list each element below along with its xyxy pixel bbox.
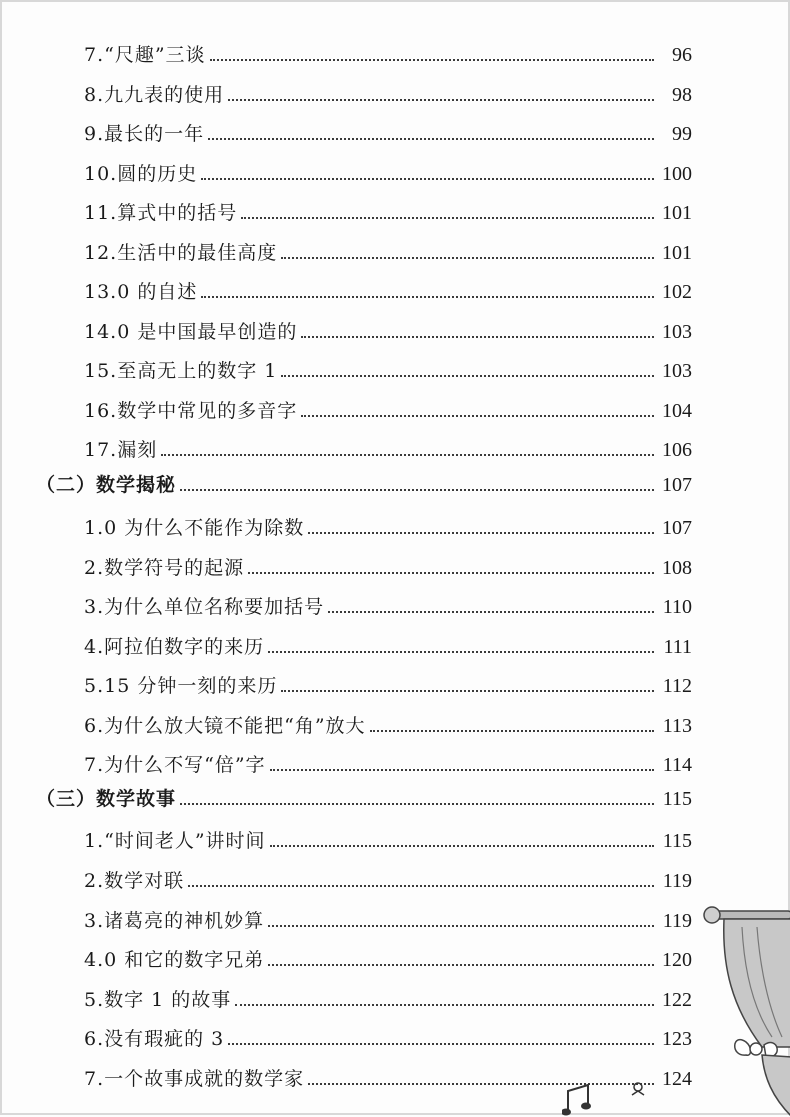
toc-entry-title: 4.0 和它的数字兄弟 xyxy=(84,949,265,971)
toc-page-number: 110 xyxy=(662,596,692,618)
toc-entry-title: 12.生活中的最佳高度 xyxy=(84,242,278,264)
toc-entry xyxy=(84,389,690,423)
dot-leader xyxy=(210,58,654,61)
toc-entry-title: 13.0 的自述 xyxy=(84,281,198,303)
toc-entry-title: 1.“时间老人”讲时间 xyxy=(84,830,266,852)
toc-page-number: 101 xyxy=(662,242,692,264)
toc-entry-title: 3.为什么单位名称要加括号 xyxy=(84,596,325,618)
toc-entry xyxy=(84,191,690,225)
dot-leader xyxy=(228,1042,654,1045)
toc-entry-title: 1.0 为什么不能作为除数 xyxy=(84,517,305,539)
toc-entry-title: 4.阿拉伯数字的来历 xyxy=(84,636,265,658)
toc-page-number: 108 xyxy=(662,557,692,579)
toc-page-number: 111 xyxy=(663,636,692,658)
toc-entry xyxy=(84,743,690,777)
toc-page-number: 115 xyxy=(662,830,692,852)
dot-leader xyxy=(180,802,654,805)
toc-entry-title: 2.数学对联 xyxy=(84,870,185,892)
toc-page-number: 115 xyxy=(662,788,692,810)
dot-leader xyxy=(241,216,654,219)
dot-leader xyxy=(270,844,654,847)
toc-page-number: 107 xyxy=(662,517,692,539)
toc-entry xyxy=(84,270,690,304)
toc-page-number: 123 xyxy=(662,1028,692,1050)
toc-entry-title: 15.至高无上的数字 1 xyxy=(84,360,278,382)
dot-leader xyxy=(201,177,654,180)
dot-leader xyxy=(268,963,654,966)
dot-leader xyxy=(281,256,654,259)
toc-page-number: 106 xyxy=(662,439,692,461)
toc-entry xyxy=(84,73,690,107)
toc-entry-title: 17.漏刻 xyxy=(84,439,158,461)
toc-entry-title: 9.最长的一年 xyxy=(84,123,205,145)
dot-leader xyxy=(308,531,654,534)
toc-entry xyxy=(84,938,690,972)
toc-entry-title: 7.一个故事成就的数学家 xyxy=(84,1068,305,1090)
toc-page-number: 99 xyxy=(672,123,692,145)
toc-entry xyxy=(84,704,690,738)
toc-entry xyxy=(84,152,690,186)
toc-page-number: 114 xyxy=(662,754,692,776)
toc-entry xyxy=(84,349,690,383)
toc-entry xyxy=(84,859,690,893)
dot-leader xyxy=(328,610,654,613)
toc-entry-title: 5.15 分钟一刻的来历 xyxy=(84,675,278,697)
toc-page-number: 119 xyxy=(662,870,692,892)
toc-entry-title: 6.没有瑕疵的 3 xyxy=(84,1028,225,1050)
dot-leader xyxy=(188,884,654,887)
toc-page-number: 103 xyxy=(662,321,692,343)
toc-page-number: 113 xyxy=(662,715,692,737)
toc-entry xyxy=(84,33,690,67)
toc-page-number: 103 xyxy=(662,360,692,382)
toc-entry-title: 7.“尺趣”三谈 xyxy=(84,44,206,66)
toc-entry-title: 2.数学符号的起源 xyxy=(84,557,245,579)
toc-page-number: 112 xyxy=(662,675,692,697)
dot-leader xyxy=(201,295,654,298)
toc-entry xyxy=(84,506,690,540)
dot-leader xyxy=(270,768,654,771)
toc-page-number: 120 xyxy=(662,949,692,971)
toc-entry xyxy=(84,112,690,146)
toc-entry xyxy=(84,819,690,853)
toc-entry-title: （二）数学揭秘 xyxy=(36,474,177,496)
toc-page-number: 102 xyxy=(662,281,692,303)
toc-entry-title: 11.算式中的括号 xyxy=(84,202,238,224)
dot-leader xyxy=(370,729,654,732)
toc-entry xyxy=(84,664,690,698)
toc-page-number: 107 xyxy=(662,474,692,496)
toc-entry-title: 5.数字 1 的故事 xyxy=(84,989,232,1011)
curtain-illustration xyxy=(702,897,790,1117)
toc-page-number: 101 xyxy=(662,202,692,224)
toc-entry xyxy=(84,585,690,619)
dot-leader xyxy=(208,137,654,140)
toc-entry-title: 14.0 是中国最早创造的 xyxy=(84,321,298,343)
toc-entry-title: 6.为什么放大镜不能把“角”放大 xyxy=(84,715,366,737)
dot-leader xyxy=(301,335,654,338)
dot-leader xyxy=(281,689,654,692)
toc-entry xyxy=(84,428,690,462)
toc-page-number: 96 xyxy=(672,44,692,66)
toc-page-number: 119 xyxy=(662,910,692,932)
dot-leader xyxy=(281,374,654,377)
toc-entry xyxy=(84,1017,690,1051)
toc-entry-title: （三）数学故事 xyxy=(36,788,177,810)
dot-leader xyxy=(301,414,654,417)
toc-entry xyxy=(84,310,690,344)
toc-entry-title: 3.诸葛亮的神机妙算 xyxy=(84,910,265,932)
toc-page-number: 100 xyxy=(662,163,692,185)
dot-leader xyxy=(268,650,654,653)
toc-section-heading xyxy=(36,463,690,497)
dot-leader xyxy=(161,453,654,456)
toc-page-number: 98 xyxy=(672,84,692,106)
toc-section-heading xyxy=(36,777,690,811)
toc-entry-title: 10.圆的历史 xyxy=(84,163,198,185)
dot-leader xyxy=(235,1003,654,1006)
toc-entry xyxy=(84,899,690,933)
toc-entry-title: 16.数学中常见的多音字 xyxy=(84,400,298,422)
toc-entry xyxy=(84,978,690,1012)
dot-leader xyxy=(248,571,654,574)
dot-leader xyxy=(228,98,654,101)
toc-entry xyxy=(84,546,690,580)
toc-entry-title: 8.九九表的使用 xyxy=(84,84,225,106)
toc-entry xyxy=(84,625,690,659)
toc-entry xyxy=(84,231,690,265)
toc-page-number: 104 xyxy=(662,400,692,422)
dot-leader xyxy=(268,924,654,927)
toc-page-number: 124 xyxy=(662,1068,692,1090)
music-notes-illustration xyxy=(562,1077,652,1117)
toc-entry-title: 7.为什么不写“倍”字 xyxy=(84,754,266,776)
dot-leader xyxy=(180,488,654,491)
toc-page-number: 122 xyxy=(662,989,692,1011)
